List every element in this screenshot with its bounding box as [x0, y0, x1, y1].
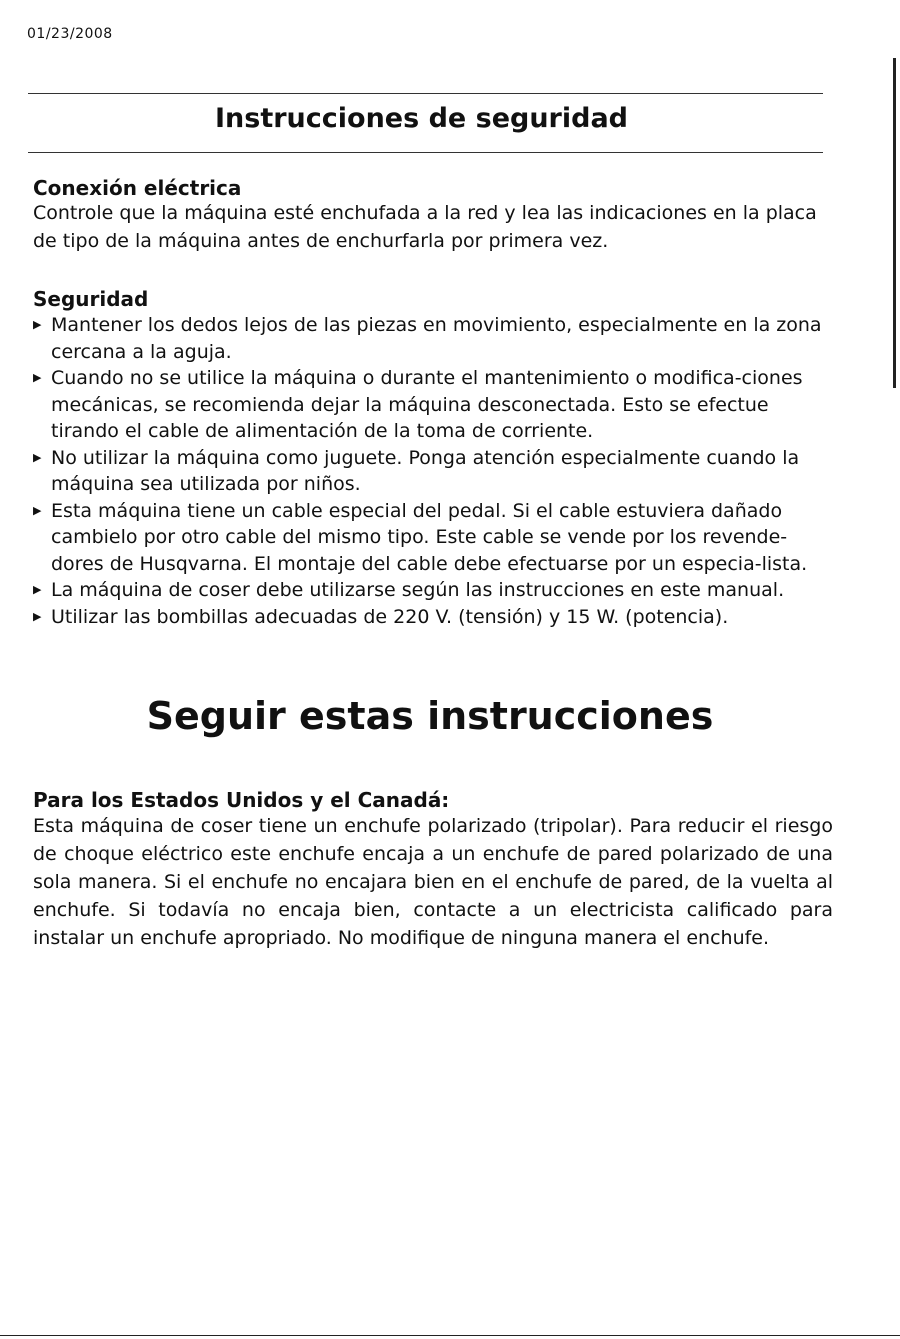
section-title-seguridad: Seguridad	[33, 287, 149, 311]
bullet-icon: ▶	[33, 371, 42, 384]
list-item	[33, 365, 833, 445]
scan-edge-mark	[893, 58, 896, 388]
section-title-conexion: Conexión eléctrica	[33, 176, 242, 200]
list-item	[33, 498, 833, 578]
list-item-text: Mantener los dedos lejos de las piezas en movimiento, especialmente en la zona cercana a la aguja.	[51, 314, 822, 363]
list-item	[33, 604, 833, 631]
paragraph-conexion: Controle que la máquina esté enchufada a la red y lea las indicaciones en la placa de tipo de la máquina antes de enchurfarla por primera vez.	[33, 202, 817, 252]
safety-list	[33, 312, 833, 630]
bullet-icon: ▶	[33, 318, 42, 331]
document-date: 01/23/2008	[27, 26, 113, 42]
list-item-text: Cuando no se utilice la máquina o durante el mantenimiento o modifica-ciones mecánicas, se recomienda dejar la máquina desconectada. Esto se efectue tirando el cable de alimentación de la toma de corriente.	[51, 367, 803, 442]
header-rule-bottom	[28, 152, 823, 153]
list-item-text: Utilizar las bombillas adecuadas de 220 V. (tensión) y 15 W. (potencia).	[51, 605, 729, 628]
list-item-text: Esta máquina tiene un cable especial del pedal. Si el cable estuviera dañado cambielo por otro cable del mismo tipo. Este cable se vende por los revende-dores de Husqvarna. El montaje del cable debe efectuarse por un especia-lista.	[51, 499, 808, 575]
header-rule-top	[28, 93, 823, 94]
list-item	[33, 312, 833, 365]
section-title-usa-canada: Para los Estados Unidos y el Canadá:	[33, 788, 450, 812]
bullet-icon: ▶	[33, 503, 42, 517]
list-item-text: La máquina de coser debe utilizarse según las instrucciones en este manual.	[51, 579, 785, 601]
bullet-icon: ▶	[33, 583, 42, 596]
list-item	[33, 445, 833, 498]
heading-seguir-instrucciones: Seguir estas instrucciones	[146, 694, 714, 738]
list-item-text: No utilizar la máquina como juguete. Ponga atención especialmente cuando la máquina sea utilizada por niños.	[51, 446, 800, 495]
bullet-icon: ▶	[33, 609, 42, 623]
page-title: Instrucciones de seguridad	[214, 103, 628, 134]
bullet-icon: ▶	[33, 450, 42, 464]
list-item	[33, 577, 833, 604]
paragraph-usa-canada: Esta máquina de coser tiene un enchufe polarizado (tripolar). Para reducir el riesgo de choque eléctrico este enchufe encaja a un enchufe de pared polarizado de una sola manera. Si el enchufe no encajara bien en el enchufe de pared, de la vuelta al enchufe. Si todavía no encaja bien, contacte a un electricista calificado para instalar un enchufe apropriado. No modifique de ninguna manera el enchufe.	[33, 815, 833, 949]
footer-rule	[0, 1335, 900, 1336]
